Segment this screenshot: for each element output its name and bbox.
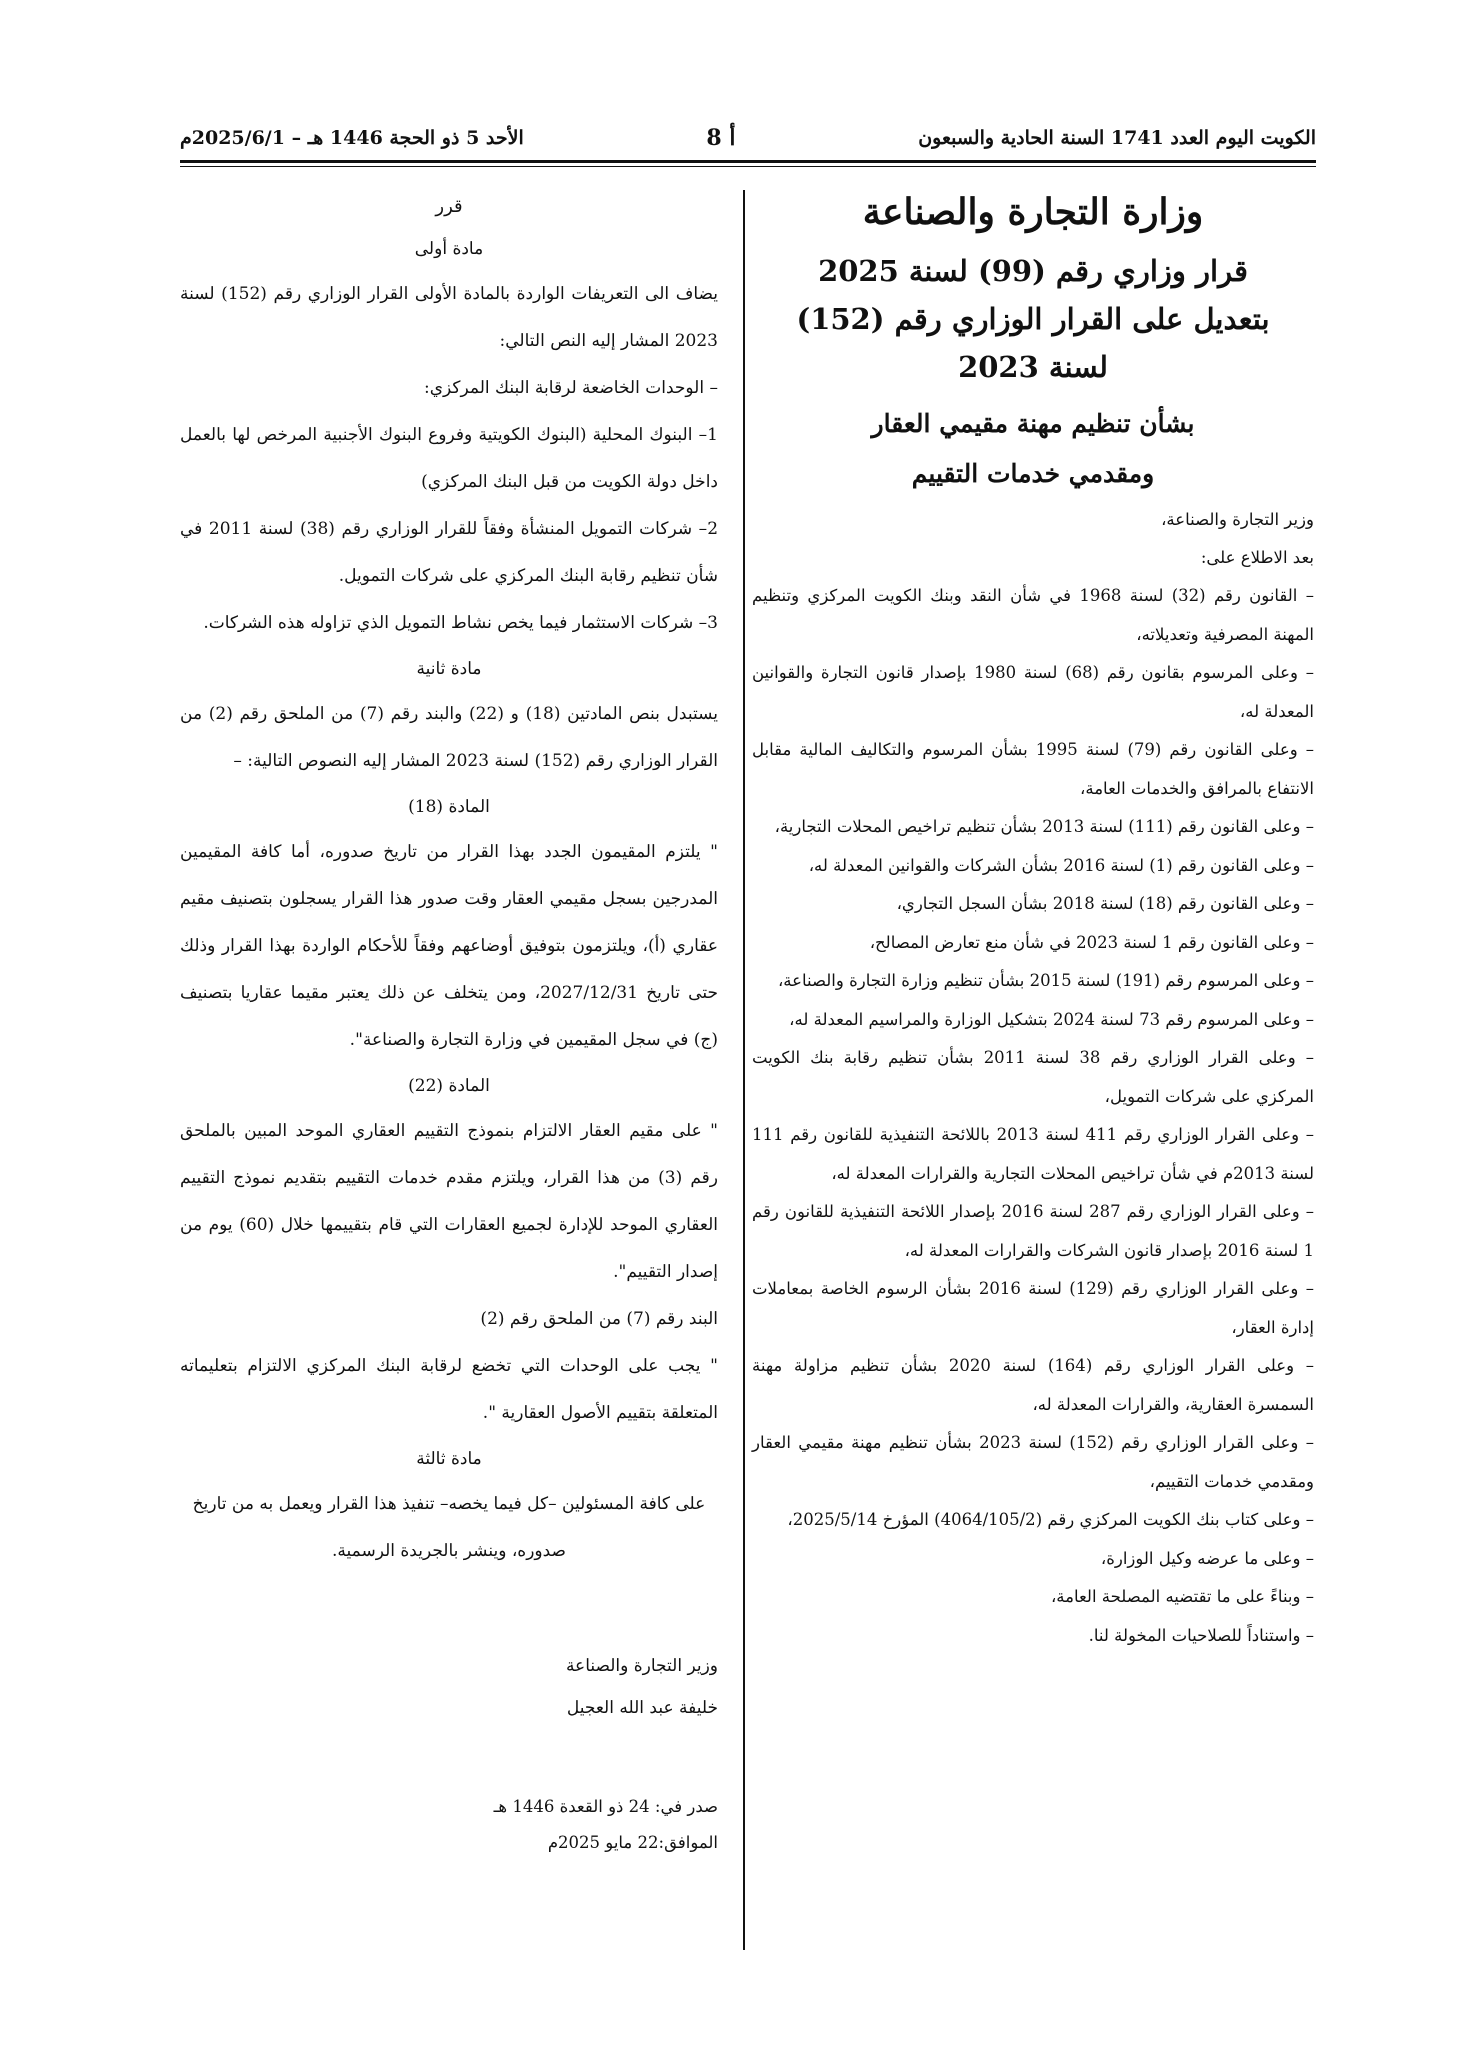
preamble-item: – وعلى القرار الوزاري رقم 38 لسنة 2011 بشأن تنظيم رقابة بنك الكويت المركزي على شركات التمويل، — [752, 1048, 1315, 1106]
ministry-name: وزارة التجارة والصناعة — [862, 191, 1204, 233]
article-text: يضاف الى التعريفات الواردة بالمادة الأولى القرار الوزاري رقم (152) لسنة 2023 المشار إليه النص التالي: — [180, 284, 718, 351]
preamble-item: – وعلى القرار الوزاري رقم (164) لسنة 2020 بشأن تنظيم مزاولة مهنة السمسرة العقارية، والقرارات المعدلة له، — [752, 1356, 1314, 1414]
preamble-item: – وعلى القانون رقم (79) لسنة 1995 بشأن المرسوم والتكاليف المالية مقابل الانتفاع بالمرافق والخدمات العامة، — [752, 740, 1314, 798]
preamble-item: – وعلى المرسوم رقم 73 لسنة 2024 بتشكيل الوزارة والمراسيم المعدلة له، — [789, 1009, 1314, 1029]
decision-title-line: لسنة 2023 — [958, 350, 1108, 384]
sub-article-heading: المادة (18) — [408, 797, 490, 817]
issued-date-hijri: صدر في: 24 ذو القعدة 1446 هـ — [493, 1797, 718, 1816]
preamble-item: – وعلى القرار الوزاري رقم 287 لسنة 2016 بإصدار اللائحة التنفيذية للقانون رقم 1 لسنة 2016 بإصدار قانون الشركات والقرارات المعدلة له، — [752, 1202, 1315, 1260]
decision-subtitle-line: بشأن تنظيم مهنة مقيمي العقار — [871, 409, 1195, 438]
unit-item: 1– البنوك المحلية (البنوك الكويتية وفروع البنوك الأجنبية المرخص لها بالعمل داخل دولة الكويت من قبل البنك المركزي) — [180, 425, 718, 492]
article-heading: مادة أولى — [414, 239, 484, 259]
issued-date-gregorian: الموافق:22 مايو 2025م — [547, 1833, 718, 1852]
preamble-item: – وبناءً على ما تقتضيه المصلحة العامة، — [1050, 1587, 1314, 1606]
preamble-item: – وعلى القانون رقم (1) لسنة 2016 بشأن الشركات والقوانين المعدلة له، — [808, 855, 1314, 875]
article-text: يستبدل بنص المادتين (18) و (22) والبند رقم (7) من الملحق رقم (2) من القرار الوزاري رقم (152) لسنة 2023 المشار إليه النصوص التالية: – — [180, 704, 718, 771]
article-text: " يلتزم المقيمون الجدد بهذا القرار من تاريخ صدوره، أما كافة المقيمين المدرجين بسجل مقيمي العقار وقت صدور هذا القرار يسجلون بتصنيف مقيم عقاري (أ)، ويلتزمون بتوفيق أوضاعهم وفقاً للأحكام الواردة بهذا القرار وذلك حتى تاريخ 2027/12/31، ومن يتخلف عن ذلك يعتبر مقيما عقاريا بتصنيف (ج) في سجل المقيمين في وزارة التجارة والصناعة". — [180, 842, 718, 1050]
header-issue-info: الكويت اليوم العدد 1741 السنة الحادية والسبعون — [918, 127, 1316, 149]
preamble-item: – واستناداً للصلاحيات المخولة لنا. — [1088, 1625, 1314, 1645]
sub-article-heading: المادة (22) — [408, 1076, 490, 1096]
preamble-item: – وعلى كتاب بنك الكويت المركزي رقم (4064/105/2) المؤرخ 2025/5/14، — [787, 1510, 1314, 1529]
header-rule-thin — [180, 166, 1316, 167]
unit-item: 2– شركات التمويل المنشأة وفقاً للقرار الوزاري رقم (38) لسنة 2011 في شأن تنظيم رقابة البنك المركزي على شركات التمويل. — [180, 519, 719, 586]
minister-intro: وزير التجارة والصناعة، — [1161, 510, 1314, 529]
signature-title: وزير التجارة والصناعة — [565, 1656, 718, 1676]
preamble-item: – وعلى ما عرضه وكيل الوزارة، — [1100, 1548, 1314, 1568]
gazette-header — [180, 118, 1316, 158]
units-heading: – الوحدات الخاضعة لرقابة البنك المركزي: — [424, 378, 718, 398]
article-text: على كافة المسئولين –كل فيما يخصه– تنفيذ هذا القرار ويعمل به من تاريخ صدوره، وينشر بالجريدة الرسمية. — [192, 1494, 706, 1561]
after-review: بعد الاطلاع على: — [1200, 548, 1314, 567]
preamble-item: – القانون رقم (32) لسنة 1968 في شأن النقد وبنك الكويت المركزي وتنظيم المهنة المصرفية وتعديلاته، — [752, 586, 1315, 644]
signature-name: خليفة عبد الله العجيل — [566, 1698, 718, 1718]
page-number: أ 8 — [706, 125, 736, 151]
preamble-item: – وعلى المرسوم بقانون رقم (68) لسنة 1980 بإصدار قانون التجارة والقوانين المعدلة له، — [752, 663, 1314, 721]
unit-item: 3– شركات الاستثمار فيما يخص نشاط التمويل الذي تزاوله هذه الشركات. — [203, 613, 718, 633]
preamble-item: – وعلى القرار الوزاري رقم (129) لسنة 2016 بشأن الرسوم الخاصة بمعاملات إدارة العقار، — [752, 1279, 1315, 1337]
header-date: الأحد 5 ذو الحجة 1446 هـ – 2025/6/1م — [180, 127, 524, 149]
article-text: " على مقيم العقار الالتزام بنموذج التقييم العقاري الموحد المبين بالملحق رقم (3) من هذا القرار، ويلتزم مقدم خدمات التقييم بتقديم نموذج التقييم العقاري الموحد للإدارة لجميع العقارات التي قام بتقييمها خلال (60) يوم من إصدار التقييم". — [180, 1121, 719, 1282]
decision-title-line: بتعديل على القرار الوزاري رقم (152) — [796, 302, 1270, 336]
article-heading: مادة ثالثة — [416, 1449, 482, 1469]
column-divider — [743, 190, 745, 1950]
preamble-item: – وعلى القرار الوزاري رقم (152) لسنة 2023 بشأن تنظيم مهنة مقيمي العقار ومقدمي خدمات التقييم، — [752, 1433, 1315, 1491]
header-rule-thick — [180, 160, 1316, 163]
item-heading: البند رقم (7) من الملحق رقم (2) — [480, 1309, 718, 1329]
preamble-item: – وعلى القرار الوزاري رقم 411 لسنة 2013 باللائحة التنفيذية للقانون رقم 111 لسنة 2013م في شأن تراخيص المحلات التجارية والقرارات المعدلة له، — [752, 1125, 1315, 1183]
left-column — [180, 185, 718, 1861]
article-text: " يجب على الوحدات التي تخضع لرقابة البنك المركزي الالتزام بتعليماته المتعلقة بتقييم الأصول العقارية ". — [180, 1356, 718, 1423]
right-column — [752, 185, 1314, 1655]
preamble-item: – وعلى القانون رقم 1 لسنة 2023 في شأن منع تعارض المصالح، — [869, 932, 1314, 952]
decision-title-line: قرار وزاري رقم (99) لسنة 2025 — [818, 254, 1248, 288]
decided-heading: قرر — [435, 196, 463, 217]
preamble-item: – وعلى المرسوم رقم (191) لسنة 2015 بشأن تنظيم وزارة التجارة والصناعة، — [777, 971, 1314, 990]
decision-subtitle-line: ومقدمي خدمات التقييم — [911, 459, 1155, 488]
preamble-item: – وعلى القانون رقم (18) لسنة 2018 بشأن السجل التجاري، — [896, 894, 1314, 913]
preamble-item: – وعلى القانون رقم (111) لسنة 2013 بشأن تنظيم تراخيص المحلات التجارية، — [774, 817, 1314, 836]
article-heading: مادة ثانية — [416, 659, 482, 679]
